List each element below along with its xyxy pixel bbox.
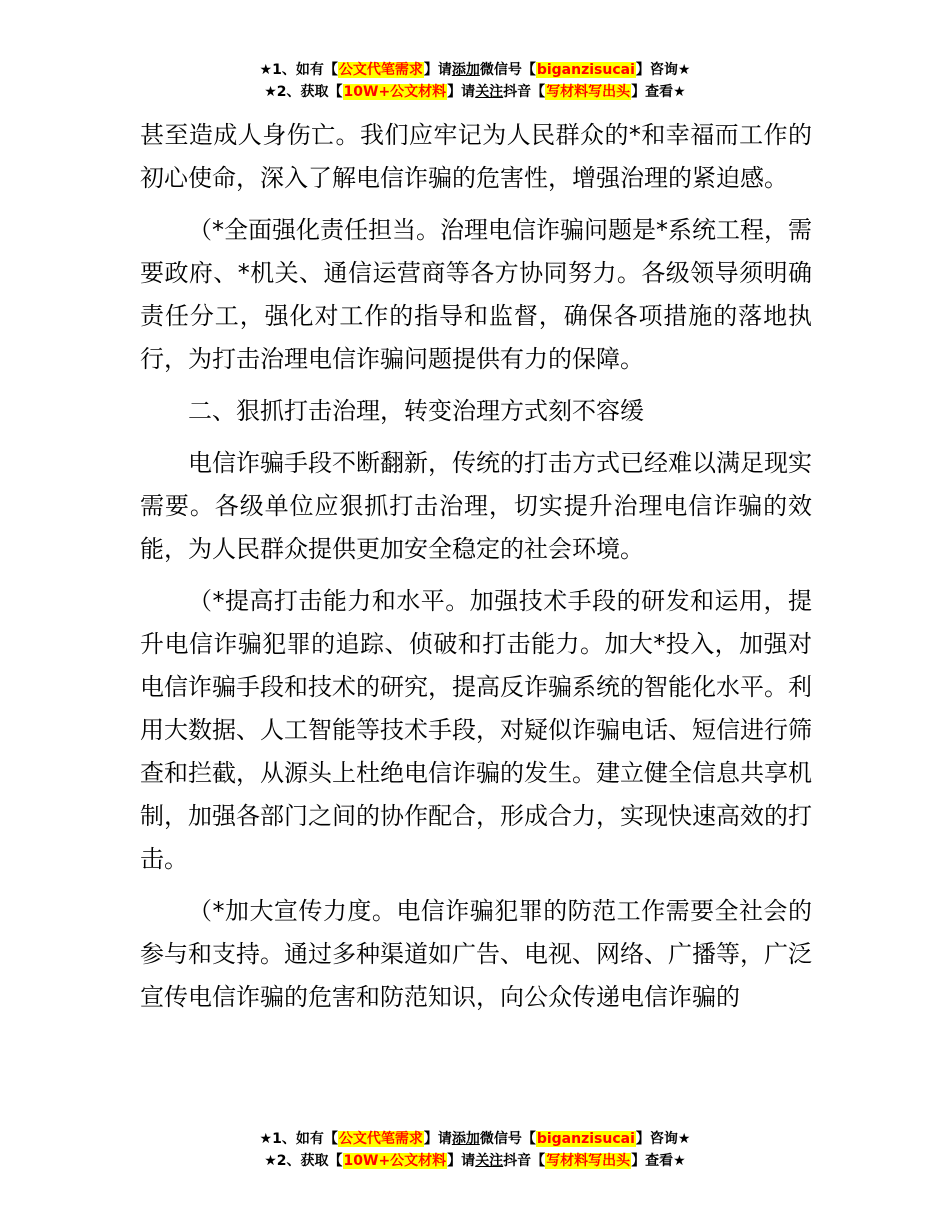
footer-line-1-text: 】请 — [423, 1131, 452, 1147]
footer-line-2 — [0, 1150, 950, 1172]
header-line-2-text-2: 抖音【 — [503, 84, 546, 100]
header-line-1-suffix: 】咨询★ — [635, 62, 691, 78]
header-highlight-wechat-id: biganzisucai — [536, 62, 635, 78]
footer-line-1-suffix: 】咨询★ — [635, 1131, 691, 1147]
section-heading-two: 二、狠抓打击治理，转变治理方式刻不容缓 — [188, 397, 644, 425]
header-line-1-text-2: 微信号【 — [479, 62, 536, 78]
header-line-1-text: 】请 — [423, 62, 452, 78]
footer-underlined-add: 添加 — [451, 1131, 480, 1147]
page-header-banner — [0, 59, 950, 103]
footer-highlight-wechat-id: biganzisucai — [536, 1131, 635, 1147]
header-highlight-service: 公文代笔需求 — [338, 62, 423, 78]
header-line-2-text: 】请 — [447, 84, 476, 100]
header-underlined-add: 添加 — [451, 62, 480, 78]
footer-line-2-text: 】请 — [447, 1153, 476, 1169]
footer-line-1 — [0, 1128, 950, 1150]
header-line-2-suffix: 】查看★ — [631, 84, 686, 100]
footer-line-1-text-2: 微信号【 — [479, 1131, 536, 1147]
paragraph-continuation: 甚至造成人身伤亡。我们应牢记为人民群众的*和幸福而工作的初心使命，深入了解电信诈骗的危害性，增强治理的紧迫感。 — [140, 121, 812, 192]
footer-line-2-prefix: ★2、获取【 — [264, 1153, 343, 1169]
footer-highlight-service: 公文代笔需求 — [338, 1131, 423, 1147]
header-line-1 — [0, 59, 950, 81]
header-highlight-douyin: 写材料写出头 — [546, 84, 631, 100]
paragraph-publicity: （*加大宣传力度。电信诈骗犯罪的防范工作需要全社会的参与和支持。通过多种渠道如广告、电视、网络、广播等，广泛宣传电信诈骗的危害和防范知识，向公众传递电信诈骗的 — [140, 897, 812, 1011]
footer-highlight-douyin: 写材料写出头 — [546, 1153, 631, 1169]
footer-line-1-prefix: ★1、如有【 — [259, 1131, 338, 1147]
document-body — [140, 114, 812, 1028]
footer-highlight-materials: 10W+公文材料 — [343, 1153, 447, 1169]
header-highlight-materials: 10W+公文材料 — [343, 84, 447, 100]
paragraph-capability: （*提高打击能力和水平。加强技术手段的研发和运用，提升电信诈骗犯罪的追踪、侦破和打击能力。加大*投入，加强对电信诈骗手段和技术的研究，提高反诈骗系统的智能化水平。利用大数据、人工智能等技术手段，对疑似诈骗电话、短信进行筛查和拦截，从源头上杜绝电信诈骗的发生。建立健全信息共享机制，加强各部门之间的协作配合，形成合力，实现快速高效的打击。 — [140, 587, 812, 873]
header-underlined-follow: 关注 — [475, 84, 504, 100]
paragraph-responsibility: （*全面强化责任担当。治理电信诈骗问题是*系统工程，需要政府、*机关、通信运营商等各方协同努力。各级领导须明确责任分工，强化对工作的指导和监督，确保各项措施的落地执行，为打击治理电信诈骗问题提供有力的保障。 — [140, 216, 812, 373]
footer-underlined-follow: 关注 — [475, 1153, 504, 1169]
header-line-2 — [0, 81, 950, 103]
header-line-1-prefix: ★1、如有【 — [259, 62, 338, 78]
header-line-2-prefix: ★2、获取【 — [264, 84, 343, 100]
footer-line-2-suffix: 】查看★ — [631, 1153, 686, 1169]
paragraph-section-intro: 电信诈骗手段不断翻新，传统的打击方式已经难以满足现实需要。各级单位应狠抓打击治理，切实提升治理电信诈骗的效能，为人民群众提供更加安全稳定的社会环境。 — [140, 449, 812, 563]
page-footer-banner — [0, 1128, 950, 1172]
footer-line-2-text-2: 抖音【 — [503, 1153, 546, 1169]
